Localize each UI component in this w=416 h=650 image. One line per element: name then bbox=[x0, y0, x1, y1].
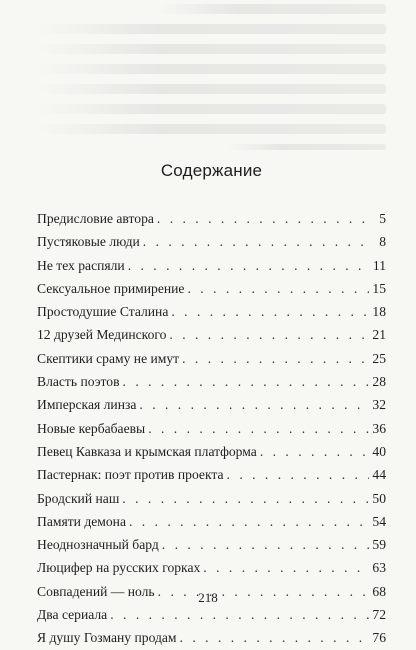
toc-entry-title: Имперская линза bbox=[37, 397, 137, 413]
toc-entry-title: Два сериала bbox=[37, 607, 108, 623]
toc-entry-title: Сексуальное примирение bbox=[37, 280, 185, 296]
dot-leader bbox=[139, 393, 369, 416]
toc-entry bbox=[37, 440, 386, 463]
toc-entry-title: Совпадений — ноль bbox=[37, 583, 155, 599]
toc-entry-page: 68 bbox=[372, 583, 386, 599]
toc-entry-page: 54 bbox=[372, 513, 386, 529]
dot-leader bbox=[171, 300, 369, 323]
toc-entry-page: 36 bbox=[372, 420, 386, 436]
toc-entry-title: Я душу Гозману продам bbox=[37, 630, 177, 646]
toc-entry-title: Не тех распяли bbox=[37, 257, 125, 273]
contents-page bbox=[37, 150, 386, 650]
page-number: 218 bbox=[198, 590, 218, 605]
contents-list bbox=[37, 207, 386, 650]
dot-leader bbox=[187, 277, 369, 300]
toc-entry-title: Скептики сраму не имут bbox=[37, 350, 180, 366]
toc-entry bbox=[37, 254, 386, 277]
dot-leader bbox=[260, 440, 369, 463]
dot-leader bbox=[182, 347, 369, 370]
dot-leader bbox=[162, 533, 369, 556]
dot-leader bbox=[157, 207, 369, 230]
toc-entry-page: 15 bbox=[372, 280, 386, 296]
toc-entry-title: Неоднозначный бард bbox=[37, 537, 159, 553]
toc-entry-title: Бродский наш bbox=[37, 490, 120, 506]
toc-entry-page: 44 bbox=[372, 467, 386, 483]
toc-entry-title: 12 друзей Мединского bbox=[37, 327, 167, 343]
toc-entry bbox=[37, 300, 386, 323]
dot-leader bbox=[129, 510, 369, 533]
toc-entry-page: 72 bbox=[372, 607, 386, 623]
toc-entry-page: 11 bbox=[372, 257, 386, 273]
toc-entry bbox=[37, 393, 386, 416]
toc-entry bbox=[37, 626, 386, 649]
toc-entry bbox=[37, 463, 386, 486]
toc-entry bbox=[37, 347, 386, 370]
toc-entry-title: Памяти демона bbox=[37, 513, 126, 529]
toc-entry-title: Власть поэтов bbox=[37, 374, 120, 390]
toc-entry bbox=[37, 417, 386, 440]
toc-entry-page: 5 bbox=[379, 211, 386, 226]
dot-leader bbox=[128, 254, 369, 277]
dot-leader bbox=[110, 603, 369, 626]
show-through-text bbox=[36, 0, 386, 150]
toc-entry bbox=[37, 556, 386, 579]
toc-entry-page: 63 bbox=[372, 560, 386, 576]
toc-entry bbox=[37, 323, 386, 346]
toc-entry-title: Певец Кавказа и крымская платформа bbox=[37, 443, 257, 459]
dot-leader bbox=[203, 556, 369, 579]
toc-entry bbox=[37, 533, 386, 556]
dot-leader bbox=[169, 323, 369, 346]
dot-leader bbox=[227, 463, 369, 486]
toc-entry-page: 21 bbox=[372, 327, 386, 343]
toc-entry-title: Пустяковые люди bbox=[37, 234, 140, 250]
toc-entry-title: Пастернак: поэт против проекта bbox=[37, 467, 224, 483]
toc-entry bbox=[37, 370, 386, 393]
dot-leader bbox=[180, 626, 369, 649]
toc-entry-page: 50 bbox=[372, 490, 386, 506]
toc-entry-page: 76 bbox=[372, 630, 386, 646]
toc-entry-title: Предисловие автора bbox=[37, 211, 154, 226]
toc-entry bbox=[37, 510, 386, 533]
dot-leader bbox=[123, 370, 369, 393]
dot-leader bbox=[148, 417, 369, 440]
toc-entry bbox=[37, 207, 386, 230]
toc-entry bbox=[37, 230, 386, 253]
toc-entry-page: 40 bbox=[372, 443, 386, 459]
toc-entry-title: Простодушие Сталина bbox=[37, 304, 169, 320]
toc-entry bbox=[37, 603, 386, 626]
toc-entry-page: 32 bbox=[372, 397, 386, 413]
toc-entry-page: 59 bbox=[372, 537, 386, 553]
contents-heading: Содержание bbox=[160, 161, 263, 180]
toc-entry-page: 18 bbox=[372, 304, 386, 320]
toc-entry bbox=[37, 277, 386, 300]
dot-leader bbox=[143, 230, 369, 253]
toc-entry-title: Люцифер на русских горках bbox=[37, 560, 201, 576]
toc-entry-page: 8 bbox=[379, 234, 386, 250]
toc-entry bbox=[37, 487, 386, 510]
toc-entry-page: 28 bbox=[372, 374, 386, 390]
dot-leader bbox=[122, 487, 369, 510]
toc-entry-title: Новые кербабаевы bbox=[37, 420, 146, 436]
toc-entry-page: 25 bbox=[372, 350, 386, 366]
